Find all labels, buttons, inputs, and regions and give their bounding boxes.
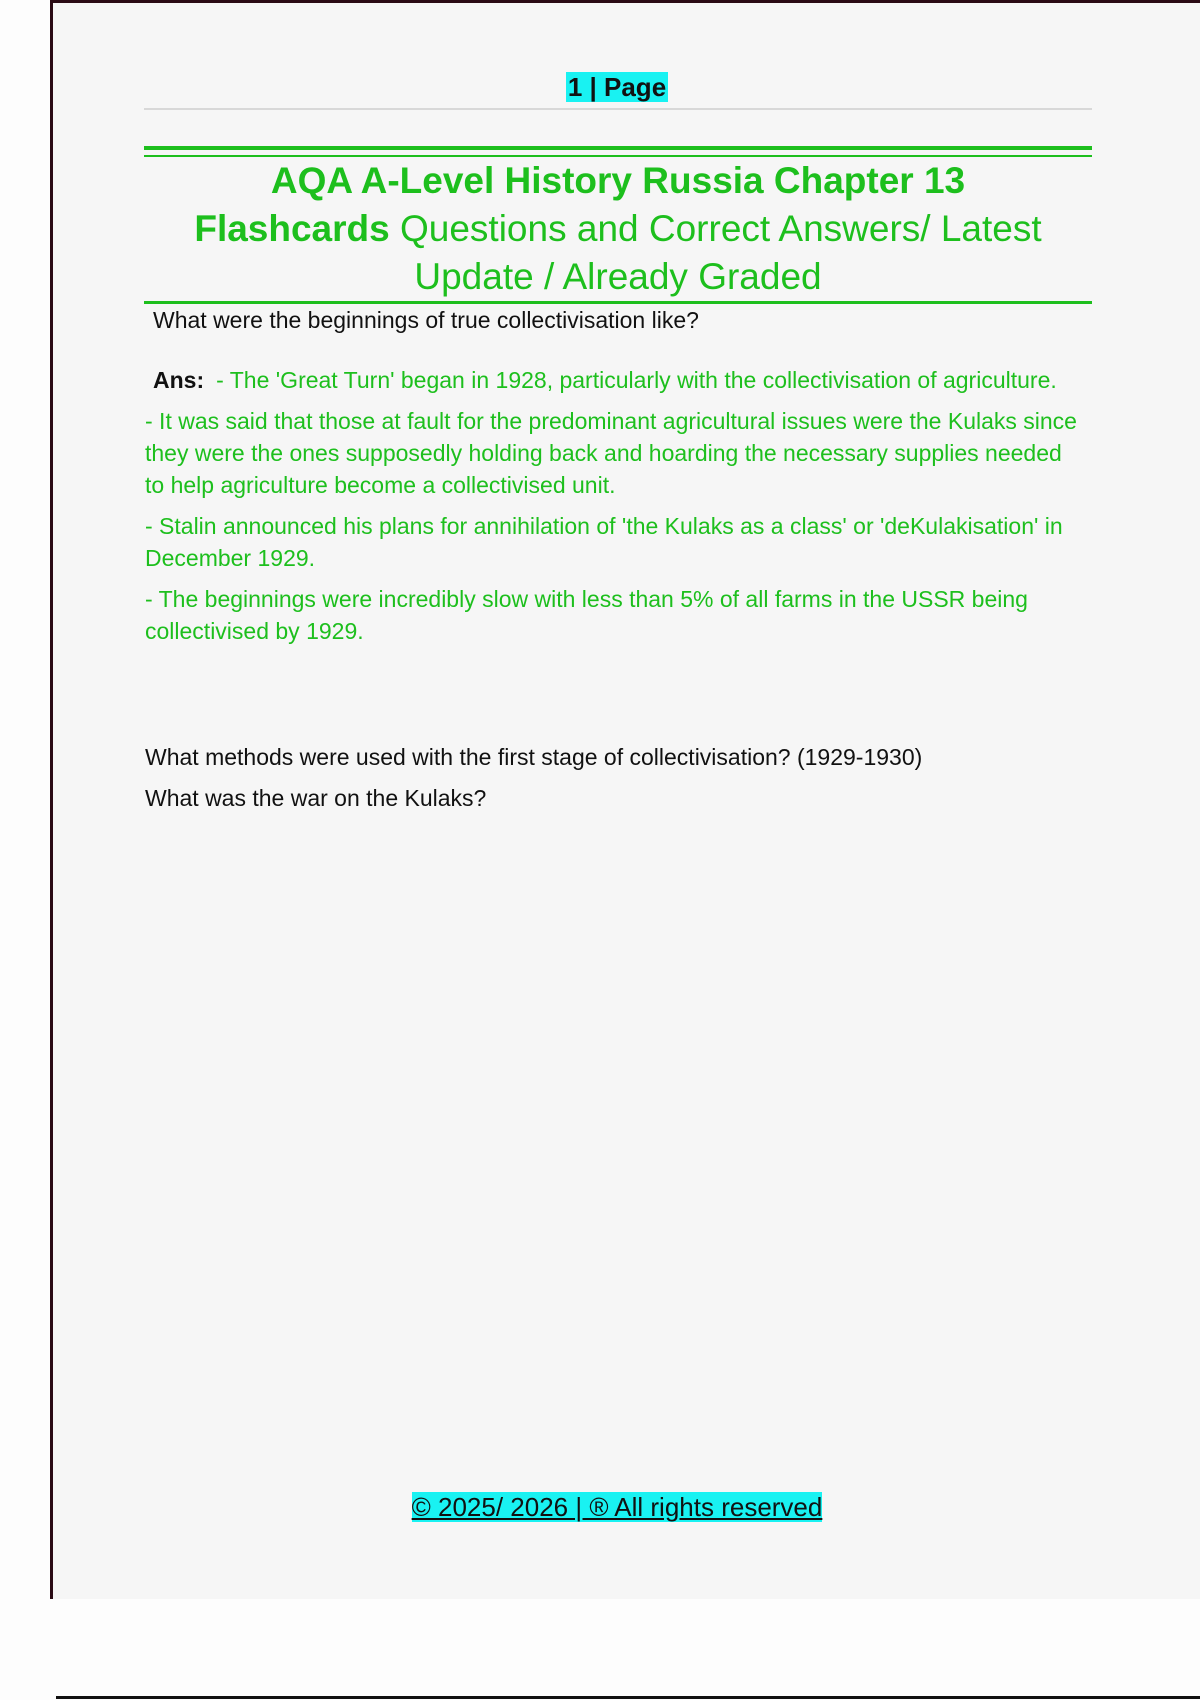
question-text: What were the beginnings of true collectivisation like? <box>153 307 699 333</box>
copyright-text: © 2025/ 2026 | ® All rights reserved <box>411 1492 823 1522</box>
question-text: What methods were used with the first stage of collectivisation? (1929-1930) <box>145 744 923 770</box>
title-regular: Questions and Correct Answers/ Latest Update / Already Graded <box>389 208 1042 297</box>
title-bold-2: Flashcards <box>194 208 390 249</box>
title-rule-top <box>144 146 1092 150</box>
question-text: What was the war on the Kulaks? <box>145 785 487 811</box>
copyright-footer <box>0 1492 1200 1523</box>
page-number-text: 1 | Page <box>567 72 667 102</box>
answer-line: - The 'Great Turn' began in 1928, particularly with the collectivisation of agriculture. <box>216 367 1057 393</box>
title-bold-1: AQA A-Level History Russia Chapter 13 <box>270 160 966 201</box>
answer-block <box>145 364 1085 656</box>
answer-label: Ans: <box>153 367 205 393</box>
answer-line: - Stalin announced his plans for annihilation of 'the Kulaks as a class' or 'deKulakisation' in December 1929. <box>145 513 1063 571</box>
document-title <box>144 157 1092 301</box>
title-rule-bottom <box>144 301 1092 304</box>
answer-line: - It was said that those at fault for the predominant agricultural issues were the Kulaks since they were the ones supposedly holding back and hoarding the necessary supplies needed to help agriculture become a collectivised unit. <box>145 408 1077 498</box>
bottom-divider <box>56 1696 1200 1699</box>
answer-line: - The beginnings were incredibly slow with less than 5% of all farms in the USSR being collectivised by 1929. <box>145 586 1028 644</box>
header-divider <box>144 108 1092 110</box>
page-number-label <box>0 72 1200 103</box>
